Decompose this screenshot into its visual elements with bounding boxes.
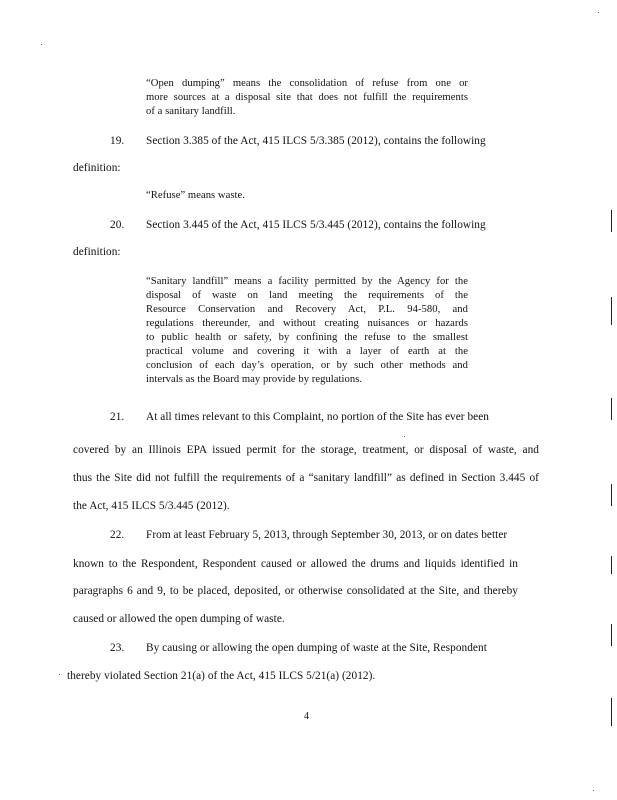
paragraph-23-line-1: By causing or allowing the open dumping of waste at the Site, Respondent — [146, 642, 487, 654]
paragraph-22-number: 22. — [110, 529, 125, 541]
revision-bar — [611, 398, 612, 420]
paragraph-20-line-2: definition: — [73, 246, 121, 258]
scan-speck — [404, 436, 405, 437]
open-dumping-quote-line-3: of a sanitary landfill. — [146, 106, 236, 117]
revision-bar — [611, 698, 612, 726]
revision-bar — [611, 297, 612, 325]
paragraph-23-line-2: thereby violated Section 21(a) of the Act, 415 ILCS 5/21(a) (2012). — [67, 670, 376, 682]
paragraph-22-line-3: paragraphs 6 and 9, to be placed, deposited, or otherwise consolidated at the Site, and thereby — [73, 585, 518, 597]
revision-bar — [611, 556, 612, 574]
scan-speck — [598, 12, 599, 13]
paragraph-21-number: 21. — [110, 411, 125, 423]
paragraph-19-number: 19. — [110, 135, 125, 147]
sanitary-landfill-quote-line-1: “Sanitary landfill” means a facility permitted by the Agency for the — [146, 276, 468, 287]
paragraph-20-line-1: Section 3.445 of the Act, 415 ILCS 5/3.445 (2012), contains the following — [146, 219, 486, 231]
refuse-quote: “Refuse” means waste. — [146, 190, 246, 201]
sanitary-landfill-quote-line-8: intervals as the Board may provide by regulations. — [146, 374, 363, 385]
sanitary-landfill-quote-line-3: Resource Conservation and Recovery Act, P.L. 94-580, and — [146, 304, 468, 315]
paragraph-21-line-2: covered by an Illinois EPA issued permit for the storage, treatment, or disposal of waste, and — [73, 444, 539, 456]
paragraph-22-line-2: known to the Respondent, Respondent caused or allowed the drums and liquids identified in — [73, 558, 518, 570]
paragraph-22-line-4: caused or allowed the open dumping of waste. — [73, 613, 285, 625]
scan-speck — [593, 790, 594, 791]
paragraph-21-line-3: thus the Site did not fulfill the requirements of a “sanitary landfill” as defined in Section 3.445 of — [73, 472, 539, 484]
paragraph-21-line-4: the Act, 415 ILCS 5/3.445 (2012). — [73, 500, 230, 512]
open-dumping-quote-line-1: “Open dumping” means the consolidation of refuse from one or — [146, 78, 468, 89]
sanitary-landfill-quote-line-7: conclusion of each day’s operation, or by such other methods and — [146, 360, 468, 371]
sanitary-landfill-quote-line-4: regulations thereunder, and without creating nuisances or hazards — [146, 318, 468, 329]
paragraph-22-line-1: From at least February 5, 2013, through September 30, 2013, or on dates better — [146, 529, 508, 541]
scan-speck — [59, 674, 60, 675]
revision-bar — [611, 210, 612, 232]
scan-speck — [41, 44, 42, 45]
paragraph-21-line-1: At all times relevant to this Complaint, no portion of the Site has ever been — [146, 411, 489, 423]
paragraph-23-number: 23. — [110, 642, 125, 654]
sanitary-landfill-quote-line-6: practical volume and covering it with a layer of earth at the — [146, 346, 468, 357]
page-number: 4 — [304, 711, 310, 722]
revision-bar — [611, 624, 612, 646]
sanitary-landfill-quote-line-2: disposal of waste on land meeting the requirements of the — [146, 290, 468, 301]
paragraph-19-line-1: Section 3.385 of the Act, 415 ILCS 5/3.385 (2012), contains the following — [146, 135, 486, 147]
paragraph-20-number: 20. — [110, 219, 125, 231]
open-dumping-quote-line-2: more sources at a disposal site that does not fulfill the requirements — [146, 92, 468, 103]
paragraph-19-line-2: definition: — [73, 162, 121, 174]
revision-bar — [611, 484, 612, 506]
sanitary-landfill-quote-line-5: to public health or safety, by confining the refuse to the smallest — [146, 332, 468, 343]
